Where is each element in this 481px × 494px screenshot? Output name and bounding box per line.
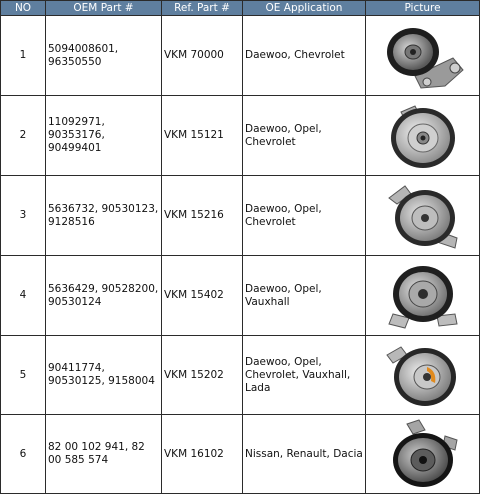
table-row xyxy=(1,256,480,336)
table-row xyxy=(1,336,480,415)
cell-oem-part: 90411774, 90530125, 9158004 xyxy=(46,336,162,415)
cell-picture xyxy=(366,176,480,256)
header-oem-part: OEM Part # xyxy=(46,1,162,16)
cell-picture xyxy=(366,96,480,176)
cell-oe-application: Daewoo, Opel, Vauxhall xyxy=(243,256,366,336)
cell-no: 6 xyxy=(1,415,46,494)
cell-picture xyxy=(366,256,480,336)
cell-no: 3 xyxy=(1,176,46,256)
table-row xyxy=(1,16,480,96)
cell-no: 4 xyxy=(1,256,46,336)
tensioner-pulley-with-arm-icon xyxy=(375,178,471,254)
cell-picture xyxy=(366,415,480,494)
table-row xyxy=(1,415,480,494)
header-oe-application: OE Application xyxy=(243,1,366,16)
cell-picture xyxy=(366,16,480,96)
cell-oe-application: Daewoo, Chevrolet xyxy=(243,16,366,96)
cell-oe-application: Daewoo, Opel, Chevrolet, Vauxhall, Lada xyxy=(243,336,366,415)
cell-ref-part: VKM 15202 xyxy=(162,336,243,415)
cell-ref-part: VKM 15216 xyxy=(162,176,243,256)
cell-oem-part: 82 00 102 941, 82 00 585 574 xyxy=(46,415,162,494)
table-row xyxy=(1,96,480,176)
cell-oem-part: 11092971, 90353176, 90499401 xyxy=(46,96,162,176)
cell-oem-part: 5636732, 90530123, 9128516 xyxy=(46,176,162,256)
header-no: NO xyxy=(1,1,46,16)
tensioner-pulley-with-arm-icon xyxy=(375,258,471,334)
header-picture: Picture xyxy=(366,1,480,16)
cell-ref-part: VKM 16102 xyxy=(162,415,243,494)
table-row xyxy=(1,176,480,256)
cell-no: 5 xyxy=(1,336,46,415)
header-ref-part: Ref. Part # xyxy=(162,1,243,16)
tensioner-pulley-with-bracket-icon xyxy=(375,18,471,94)
cell-no: 1 xyxy=(1,16,46,96)
cell-ref-part: VKM 15402 xyxy=(162,256,243,336)
header-row xyxy=(1,1,480,16)
tensioner-pulley-dark-icon xyxy=(375,416,471,492)
cell-oem-part: 5094008601, 96350550 xyxy=(46,16,162,96)
tensioner-pulley-icon xyxy=(375,98,471,174)
tensioner-pulley-with-orange-marker-icon xyxy=(375,337,471,413)
cell-ref-part: VKM 15121 xyxy=(162,96,243,176)
cell-oem-part: 5636429, 90528200, 90530124 xyxy=(46,256,162,336)
cell-oe-application: Daewoo, Opel, Chevrolet xyxy=(243,96,366,176)
cell-oe-application: Nissan, Renault, Dacia xyxy=(243,415,366,494)
cell-ref-part: VKM 70000 xyxy=(162,16,243,96)
cell-no: 2 xyxy=(1,96,46,176)
cell-oe-application: Daewoo, Opel, Chevrolet xyxy=(243,176,366,256)
cell-picture xyxy=(366,336,480,415)
